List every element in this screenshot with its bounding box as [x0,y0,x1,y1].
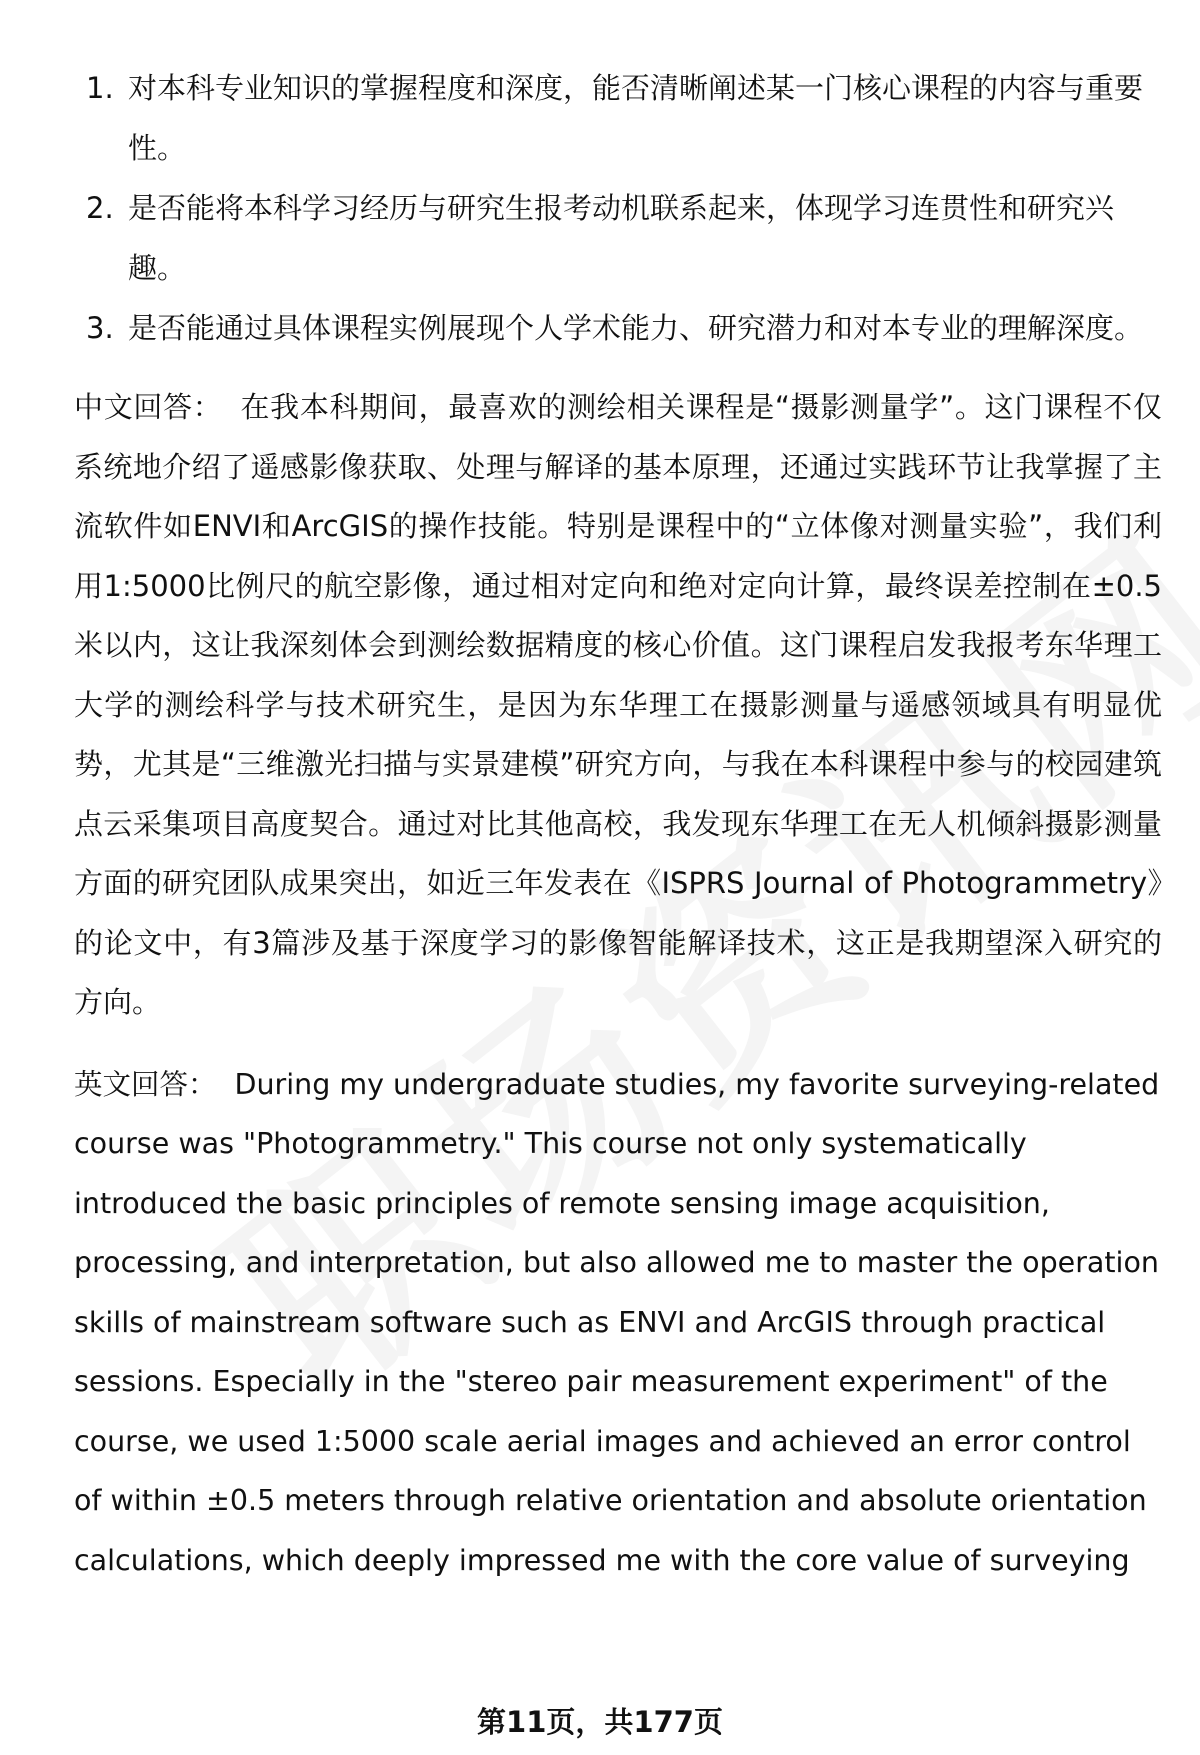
page-number-footer: 第11页，共177页 [477,1705,723,1739]
chinese-answer-text: 在我本科期间，最喜欢的测绘相关课程是“摄影测量学”。这门课程不仅系统地介绍了遥感影像获取、处理与解译的基本原理，还通过实践环节让我掌握了主流软件如ENVI和ArcGIS的操作技能。特别是课程中的“立体像对测量实验”，我们利用1:5000比例尺的航空影像，通过相对定向和绝对定向计算，最终误差控制在±0.5米以内，这让我深刻体会到测绘数据精度的核心价值。这门课程启发我报考东华理工大学的测绘科学与技术研究生，是因为东华理工在摄影测量与遥感领域具有明显优势，尤其是“三维激光扫描与实景建模”研究方向，与我在本科课程中参与的校园建筑点云采集项目高度契合。通过对比其他高校，我发现东华理工在无人机倾斜摄影测量方面的研究团队成果突出，如近三年发表在《ISPRS Journal of Photogrammetry》的论文中，有3篇涉及基于深度学习的影像智能解译技术，这正是我期望深入研究的方向。 [74,390,1162,1019]
english-answer [74,1055,1162,1591]
criteria-number: 3. [86,311,114,345]
chinese-answer [74,378,1162,1033]
criteria-number: 1. [86,71,114,105]
page-content [74,58,1162,1590]
criteria-item [74,58,1162,178]
chinese-answer-label: 中文回答： [74,390,223,424]
criteria-item [74,178,1162,298]
criteria-number: 2. [86,191,114,225]
criteria-item [74,298,1162,358]
criteria-text: 对本科专业知识的掌握程度和深度，能否清晰阐述某一门核心课程的内容与重要性。 [128,71,1144,165]
english-answer-label: 英文回答： [74,1067,217,1101]
criteria-list [74,58,1162,358]
criteria-text: 是否能将本科学习经历与研究生报考动机联系起来，体现学习连贯性和研究兴趣。 [128,191,1115,285]
criteria-text: 是否能通过具体课程实例展现个人学术能力、研究潜力和对本专业的理解深度。 [128,311,1144,345]
english-answer-text: During my undergraduate studies, my favorite surveying-related course was "Photogrammetry." This course not only systematically introduced the basic principles of remote sensing image acquisition, processing, and interpretation, but also allowed me to master the operation skills of mainstream software such as ENVI and ArcGIS through practical sessions. Especially in the "stereo pair measurement experiment" of the course, we used 1:5000 scale aerial images and achieved an error control of within ±0.5 meters through relative orientation and absolute orientation calculations, which deeply impressed me with the core value of surveying [74,1067,1160,1577]
